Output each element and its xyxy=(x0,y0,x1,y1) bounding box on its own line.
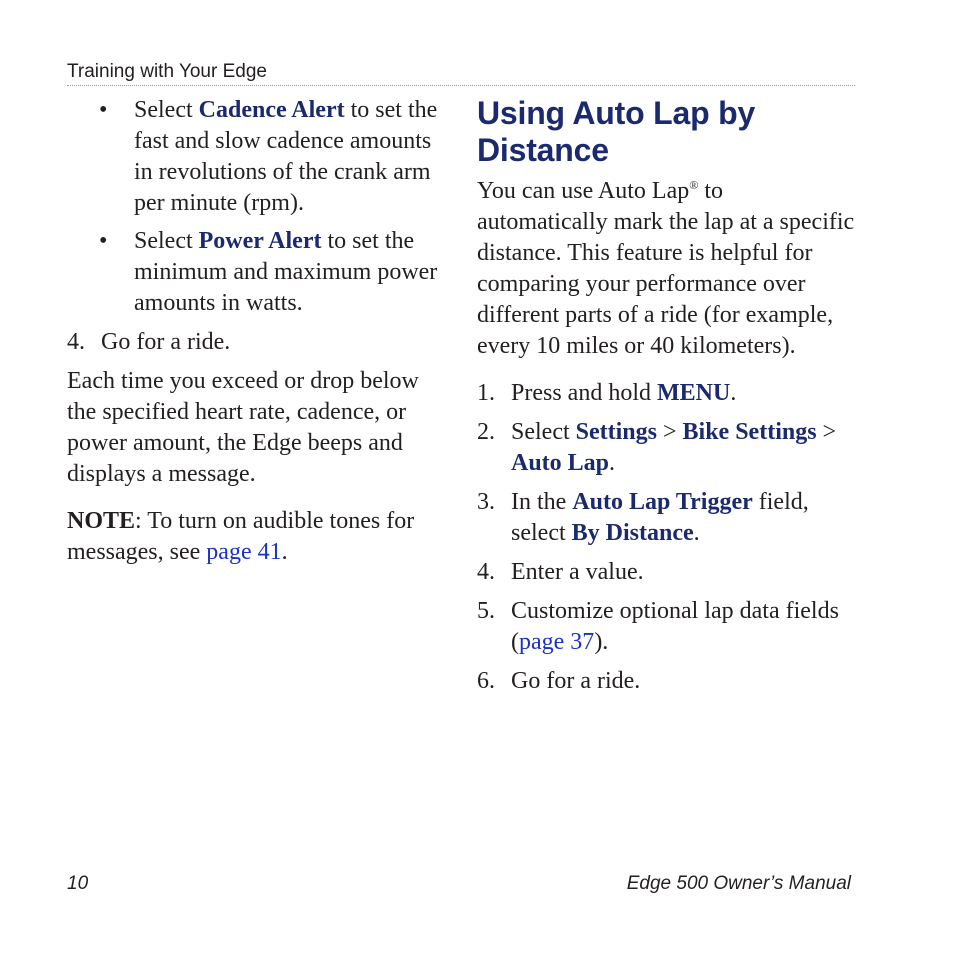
page-41-link[interactable]: page 41 xyxy=(206,539,282,565)
text-fragment: minimum and maximum power xyxy=(134,259,438,285)
step-text xyxy=(511,417,867,479)
text-fragment: Select xyxy=(134,228,199,254)
page-37-link[interactable]: page 37 xyxy=(519,629,595,655)
step-text: Enter a value. xyxy=(511,559,644,585)
ui-term-by-distance: By Distance xyxy=(571,520,694,546)
registered-mark: ® xyxy=(689,178,699,192)
text-fragment: comparing your performance over xyxy=(477,271,806,297)
ui-term-menu: MENU xyxy=(657,380,731,406)
text-fragment: to set the xyxy=(344,97,438,123)
bullet-mark: • xyxy=(99,97,108,123)
running-header: Training with Your Edge xyxy=(67,61,267,82)
text-fragment: amounts in watts. xyxy=(134,290,303,316)
heading-line: Distance xyxy=(477,132,609,168)
step-text xyxy=(511,378,867,409)
text-fragment: field, xyxy=(752,489,809,515)
page-number: 10 xyxy=(67,873,89,894)
text-fragment: . xyxy=(609,450,616,476)
text-fragment: > xyxy=(656,419,683,445)
section-heading xyxy=(477,95,867,169)
left-column xyxy=(67,95,442,568)
bullet-text xyxy=(134,226,442,319)
text-fragment: messages, see xyxy=(67,539,207,565)
step-text: Go for a ride. xyxy=(511,668,641,694)
step-5 xyxy=(477,596,867,658)
explanation-paragraph xyxy=(67,366,442,490)
text-fragment: You can use Auto Lap xyxy=(477,178,690,204)
text-fragment: Select xyxy=(134,97,199,123)
text-fragment: to set the xyxy=(321,228,415,254)
text-fragment: every 10 miles or 40 kilometers). xyxy=(477,333,796,359)
ui-term-auto-lap: Auto Lap xyxy=(511,450,610,476)
step-text xyxy=(511,596,867,658)
text-fragment: Select xyxy=(511,419,576,445)
manual-title: Edge 500 Owner’s Manual xyxy=(626,873,851,894)
text-fragment: select xyxy=(511,520,572,546)
text-fragment: > xyxy=(816,419,837,445)
text-fragment: fast and slow cadence amounts xyxy=(134,128,432,154)
ui-term-power-alert: Power Alert xyxy=(198,228,322,254)
text-fragment: per minute (rpm). xyxy=(134,190,304,216)
text-fragment: distance. This feature is helpful for xyxy=(477,240,813,266)
text-fragment: Press and hold xyxy=(511,380,657,406)
step-2 xyxy=(477,417,867,479)
ui-term-bike-settings: Bike Settings xyxy=(682,419,817,445)
list-item-power-alert xyxy=(67,226,442,319)
note-paragraph xyxy=(67,506,442,568)
intro-paragraph xyxy=(477,176,867,362)
step-3 xyxy=(477,487,867,549)
ui-term-cadence-alert: Cadence Alert xyxy=(198,97,345,123)
header-divider xyxy=(67,85,855,86)
step-number: 2. xyxy=(477,419,495,445)
bullet-text xyxy=(134,95,442,219)
text-fragment: different parts of a ride (for example, xyxy=(477,302,834,328)
step-number: 4. xyxy=(67,329,85,355)
step-4 xyxy=(477,557,867,588)
text-fragment: power amount, the Edge beeps and xyxy=(67,430,403,456)
step-6 xyxy=(477,666,867,697)
text-fragment: . xyxy=(730,380,737,406)
list-item-cadence-alert xyxy=(67,95,442,219)
step-1 xyxy=(477,378,867,409)
text-fragment: . xyxy=(281,539,288,565)
step-number: 1. xyxy=(477,380,495,406)
step-number: 5. xyxy=(477,598,495,624)
step-number: 3. xyxy=(477,489,495,515)
text-fragment: displays a message. xyxy=(67,461,256,487)
text-fragment: ( xyxy=(511,629,519,655)
heading-line: Using Auto Lap by xyxy=(477,95,756,131)
ui-term-settings: Settings xyxy=(575,419,657,445)
step-text xyxy=(511,487,867,549)
right-column xyxy=(477,95,867,697)
text-fragment: automatically mark the lap at a specific xyxy=(477,209,855,235)
ui-term-auto-lap-trigger: Auto Lap Trigger xyxy=(572,489,753,515)
text-fragment: In the xyxy=(511,489,573,515)
note-label: NOTE xyxy=(67,508,136,534)
step-number: 6. xyxy=(477,668,495,694)
text-fragment: Each time you exceed or drop below xyxy=(67,368,419,394)
text-fragment: Customize optional lap data fields xyxy=(511,598,839,624)
bullet-mark: • xyxy=(99,228,108,254)
text-fragment: . xyxy=(693,520,700,546)
text-fragment: to xyxy=(698,178,724,204)
step-number: 4. xyxy=(477,559,495,585)
text-fragment: ). xyxy=(594,629,609,655)
text-fragment: the specified heart rate, cadence, or xyxy=(67,399,407,425)
text-fragment: : To turn on audible tones for xyxy=(135,508,415,534)
step-4-go-for-ride xyxy=(67,327,442,358)
step-text: Go for a ride. xyxy=(101,329,231,355)
text-fragment: in revolutions of the crank arm xyxy=(134,159,431,185)
